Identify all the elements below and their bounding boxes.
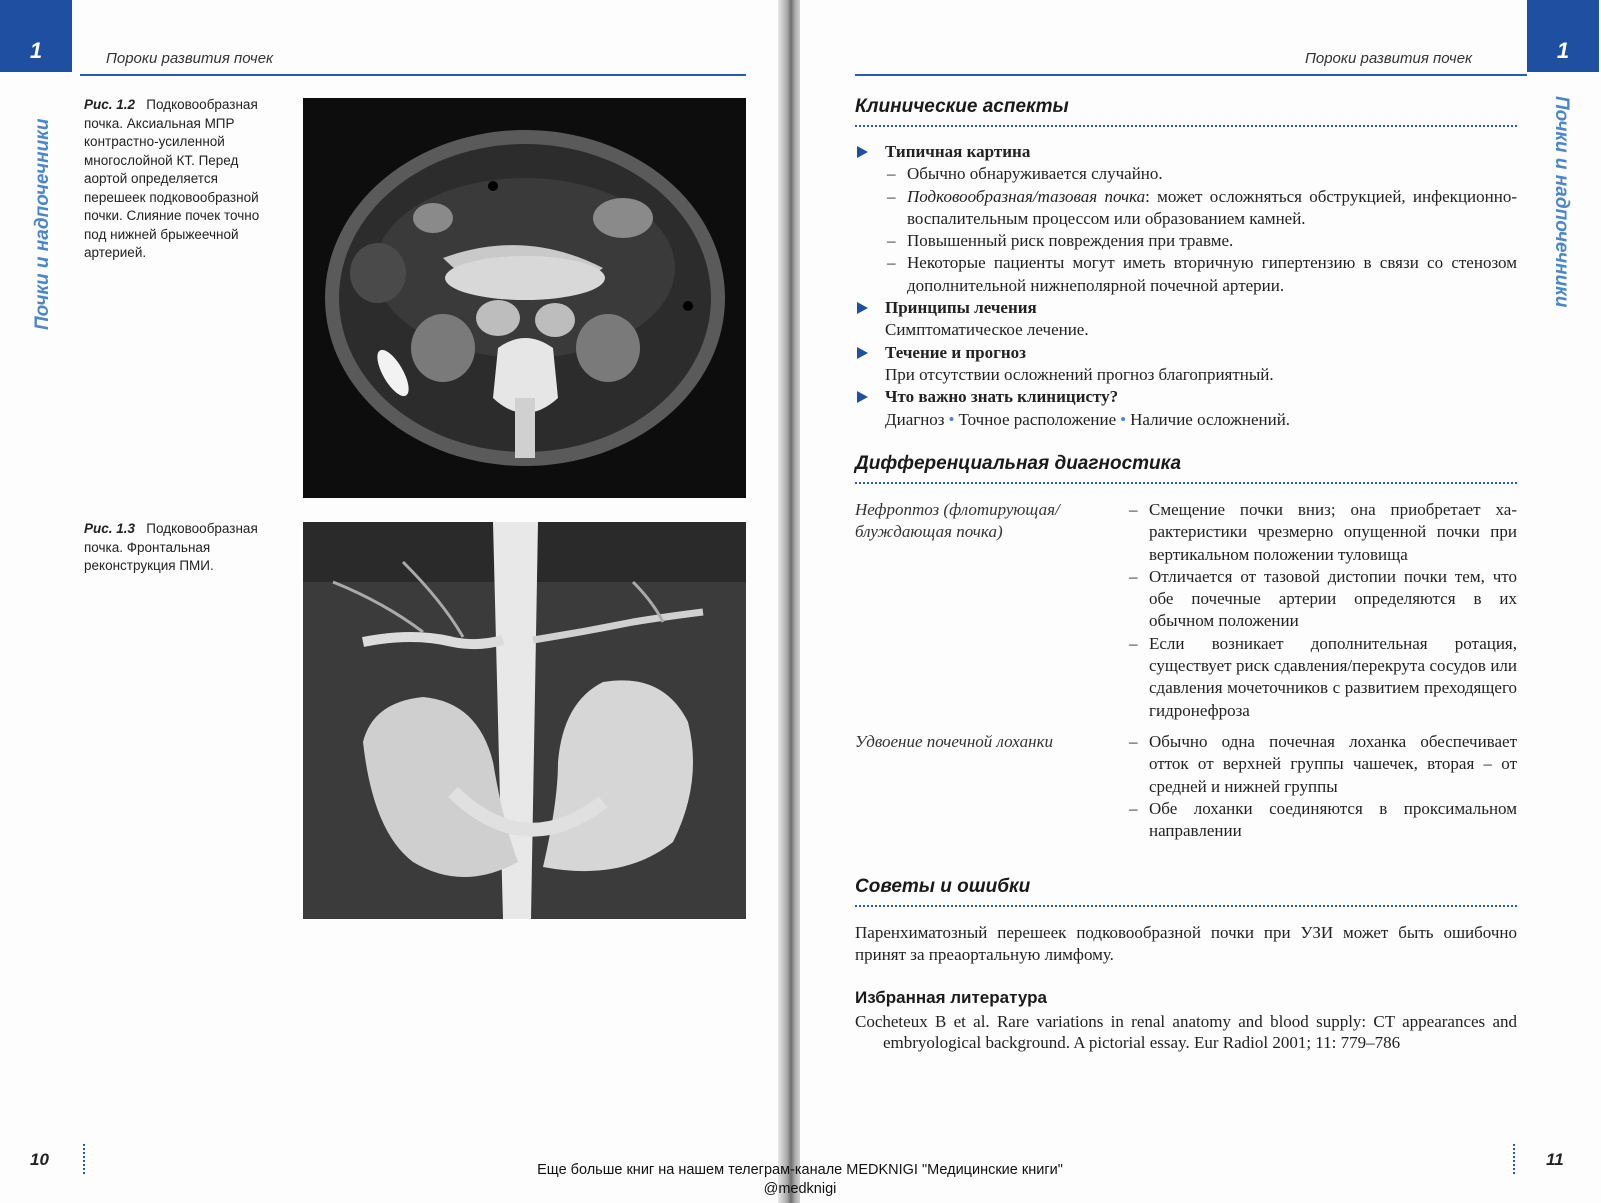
section-title-differential: Дифференциальная диагностика bbox=[855, 453, 1182, 474]
bullet-arrow-icon bbox=[857, 302, 868, 314]
ct-axial-illustration bbox=[303, 98, 746, 498]
dash-item: – Обе лоханки соединяются в проксимальном направлении bbox=[1127, 798, 1517, 843]
dash-item: – Смещение почки вниз; она приобретает характеристики чрезмерно опущенной почки при вертикальном положении туловища bbox=[1127, 499, 1517, 566]
watermark-line: Еще больше книг на нашем телеграм-канале MEDKNIGI "Медицинские книги" bbox=[537, 1162, 1063, 1178]
bullet-text: Диагноз • Точное расположение • Наличие осложнений. bbox=[885, 409, 1291, 429]
mip-coronal-illustration bbox=[303, 522, 746, 919]
running-head: Пороки развития почек bbox=[106, 50, 274, 67]
bullet-heading: Принципы лечения bbox=[885, 298, 1037, 318]
bullet-heading: Что важно знать клиницисту? bbox=[885, 387, 1119, 407]
bullet-arrow-icon bbox=[857, 347, 868, 359]
page-number-divider bbox=[1513, 1144, 1515, 1174]
figure-label: Рис. 1.3 bbox=[84, 521, 136, 536]
bullet-arrow-icon bbox=[857, 146, 868, 158]
bullet-text: Симптоматическое лечение. bbox=[885, 320, 1089, 340]
watermark-handle: @medknigi bbox=[763, 1181, 837, 1197]
bullet-typical bbox=[855, 141, 1517, 297]
separator-dot-icon: • bbox=[1120, 409, 1127, 429]
section-rule bbox=[855, 905, 1517, 907]
bullet-heading: Течение и прогноз bbox=[885, 342, 1026, 362]
figure-caption bbox=[84, 96, 270, 263]
page-number: 11 bbox=[1546, 1150, 1564, 1169]
dash-item: – Обычно одна почечная лоханка обеспечивает отток от верхней группы чашечек, вторая – от средней и нижней группы bbox=[1127, 731, 1517, 798]
figure-caption-text: Подковообразная почка. Аксиальная МПР контрастно-усиленной многослойной КТ. Перед аортой определяется перешеек подковообразной почки. Слияние почек точно под нижней брыжеечной артерией. bbox=[84, 97, 260, 260]
header-rule bbox=[80, 74, 746, 76]
dash-item: – Отличается от тазовой дистопии почки тем, что обе почечные артерии определяются в их обычном положении bbox=[1127, 566, 1517, 633]
dash-item: – Подковообразная/тазовая почка: может осложняться обструкцией, инфекционно-воспалительным процессом или образованием камней. bbox=[885, 186, 1517, 231]
bullet-treatment bbox=[855, 297, 1517, 342]
figure-label: Рис. 1.2 bbox=[84, 97, 136, 112]
running-head: Пороки развития почек bbox=[1305, 50, 1473, 67]
dash-item: – Некоторые пациенты могут иметь вторичную гипертензию в связи со стенозом дополнительной нижнеполярной почечной артерии. bbox=[885, 252, 1517, 297]
dash-item: – Повышенный риск повреждения при травме. bbox=[885, 230, 1517, 252]
bullet-prognosis bbox=[855, 342, 1517, 387]
section-rule bbox=[855, 482, 1517, 484]
section-rule bbox=[855, 125, 1517, 127]
separator-dot-icon: • bbox=[948, 409, 955, 429]
figure-caption bbox=[84, 520, 270, 576]
bullet-heading: Типичная картина bbox=[885, 142, 1031, 161]
chapter-tab: 1 bbox=[0, 0, 72, 72]
page-number: 10 bbox=[30, 1150, 49, 1169]
ct-axial-image bbox=[303, 98, 746, 498]
differential-description bbox=[1127, 731, 1517, 842]
dash-item: – Если возникает дополнительная ротация, существует риск сдавления/перекрута сосудов или сдавления мочеточников с развитием преходящего гидронефроза bbox=[1127, 633, 1517, 722]
side-section-label: Почки и надпочечники bbox=[32, 118, 53, 330]
section-title-clinical: Клинические аспекты bbox=[855, 96, 1069, 117]
dash-item: – Обычно обнаруживается случайно. bbox=[885, 163, 1517, 185]
reference-item: Cocheteux B et al. Rare variations in renal anatomy and blood supply: CT appearances and embryological background. A pictorial essay. Eur Radiol 2001; 11: 779–786 bbox=[855, 1012, 1517, 1052]
side-section-label: Почки и надпочечники bbox=[1551, 96, 1572, 308]
figure-caption-text: Подковообразная почка. Фронтальная реконструкция ПМИ. bbox=[84, 521, 258, 573]
differential-term: Удвоение почечной лоханки bbox=[855, 732, 1054, 751]
bullet-clinician bbox=[855, 386, 1517, 431]
bullet-text: При отсутствии осложнений прогноз благоприятный. bbox=[885, 364, 1274, 384]
tips-text: Паренхиматозный перешеек подковообразной почки при УЗИ может быть ошибочно принят за преаортальную лимфому. bbox=[855, 923, 1517, 965]
mip-coronal-image bbox=[303, 522, 746, 919]
watermark bbox=[480, 1161, 1120, 1199]
differential-description bbox=[1127, 499, 1517, 722]
header-rule bbox=[855, 74, 1527, 76]
bullet-arrow-icon bbox=[857, 391, 868, 403]
chapter-tab: 1 bbox=[1527, 0, 1599, 72]
section-title-tips: Советы и ошибки bbox=[855, 876, 1031, 897]
clinical-aspects-list bbox=[855, 141, 1517, 431]
differential-term: Нефроптоз (флотирующая/блуждающая почка) bbox=[855, 500, 1060, 542]
left-page bbox=[0, 0, 780, 1203]
references-title: Избранная литература bbox=[855, 988, 1047, 1007]
page-number-divider bbox=[83, 1144, 85, 1174]
